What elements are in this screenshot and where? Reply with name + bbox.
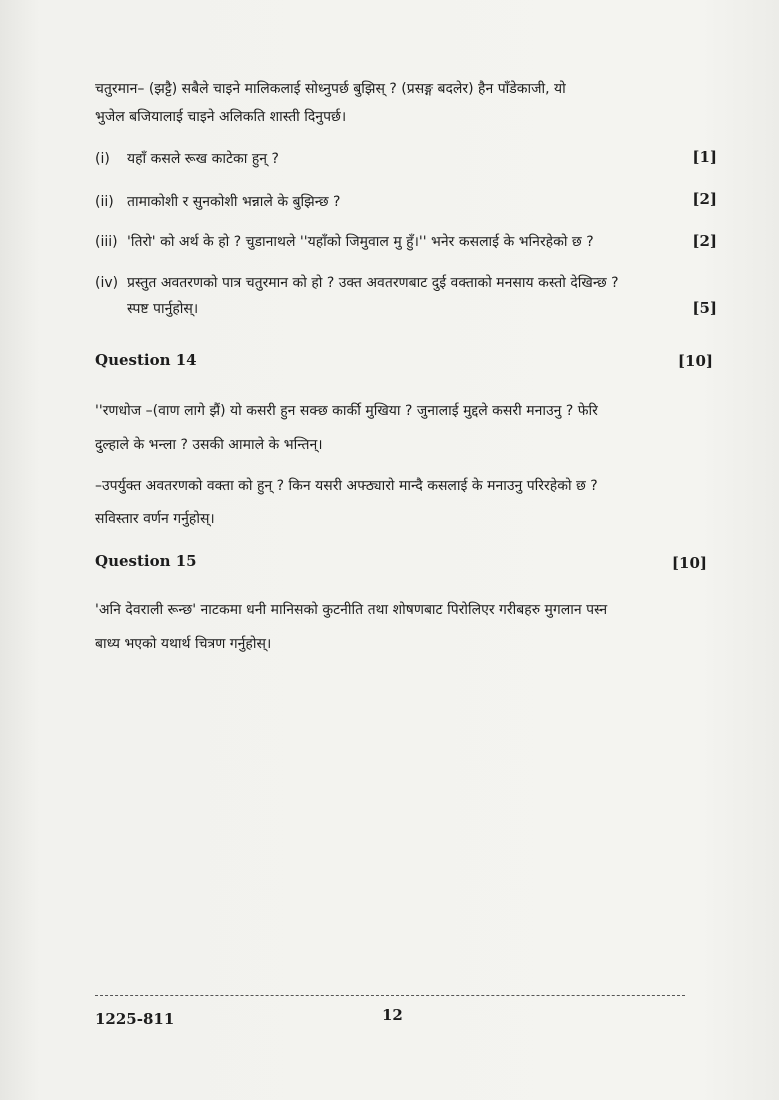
mark-iv: [5] <box>692 299 717 317</box>
question-15-heading: Question 15 <box>95 552 197 570</box>
subquestion-iv-line-2: स्पष्ट पार्नुहोस्। <box>127 301 199 317</box>
subquestion-ii <box>95 193 655 212</box>
subquestion-label: (iv) <box>95 275 119 291</box>
question-14-line-4: सविस्तार वर्णन गर्नुहोस्। <box>95 511 215 527</box>
question-14-line-1: ''रणधोज –(वाण लागे झैं) यो कसरी हुन सक्छ कार्की मुखिया ? जुनालाई मुद्दले कसरी मनाउनु ? फेरि <box>95 403 598 419</box>
question-15-line-2: बाध्य भएको यथार्थ चित्रण गर्नुहोस्। <box>95 636 272 652</box>
subquestion-iii <box>95 233 675 252</box>
question-14-line-3: –उपर्युक्त अवतरणको वक्ता को हुन् ? किन यसरी अफ्ठ्यारो मान्दै कसलाई के मनाउनु परिरहेको छ ? <box>95 478 598 494</box>
question-15-mark: [10] <box>671 554 707 572</box>
subquestion-iv <box>95 274 685 293</box>
question-14-heading: Question 14 <box>95 351 197 369</box>
subquestion-text: यहाँ कसले रूख काटेका हुन् ? <box>127 151 279 167</box>
subquestion-label: (i) <box>95 151 110 167</box>
page-number: 12 <box>382 1006 403 1024</box>
subquestion-i <box>95 150 655 169</box>
paper-code: 1225-811 <box>95 1010 175 1028</box>
subquestion-text: प्रस्तुत अवतरणको पात्र चतुरमान को हो ? उक्त अवतरणबाट दुई वक्ताको मनसाय कस्तो देखिन्छ ? <box>127 275 619 291</box>
mark-iii: [2] <box>692 232 717 250</box>
mark-ii: [2] <box>692 190 717 208</box>
question-15-line-1: 'अनि देवराली रून्छ' नाटकमा धनी मानिसको कुटनीति तथा शोषणबाट पिरोलिएर गरीबहरु मुगलान पस्न <box>95 602 608 618</box>
subquestion-label: (iii) <box>95 234 118 250</box>
passage-line-1: चतुरमान– (झट्टै) सबैले चाइने मालिकलाई सोध्नुपर्छ बुझिस् ? (प्रसङ्ग बदलेर) हैन पाँडेकाजी, यो <box>95 81 566 97</box>
question-14-line-2: दुल्हाले के भन्ला ? उसकी आमाले के भन्तिन्। <box>95 437 323 453</box>
subquestion-text: तामाकोशी र सुनकोशी भन्नाले के बुझिन्छ ? <box>127 194 341 210</box>
footer-divider <box>95 995 685 996</box>
subquestion-label: (ii) <box>95 194 114 210</box>
subquestion-text: 'तिरो' को अर्थ के हो ? चुडानाथले ''यहाँको जिमुवाल मु हुँ।'' भनेर कसलाई के भनिरहेको छ ? <box>127 234 594 250</box>
question-14-mark: [10] <box>677 352 713 370</box>
mark-i: [1] <box>692 148 717 166</box>
passage-line-2: भुजेल बजियालाई चाइने अलिकति शास्ती दिनुपर्छ। <box>95 109 347 125</box>
